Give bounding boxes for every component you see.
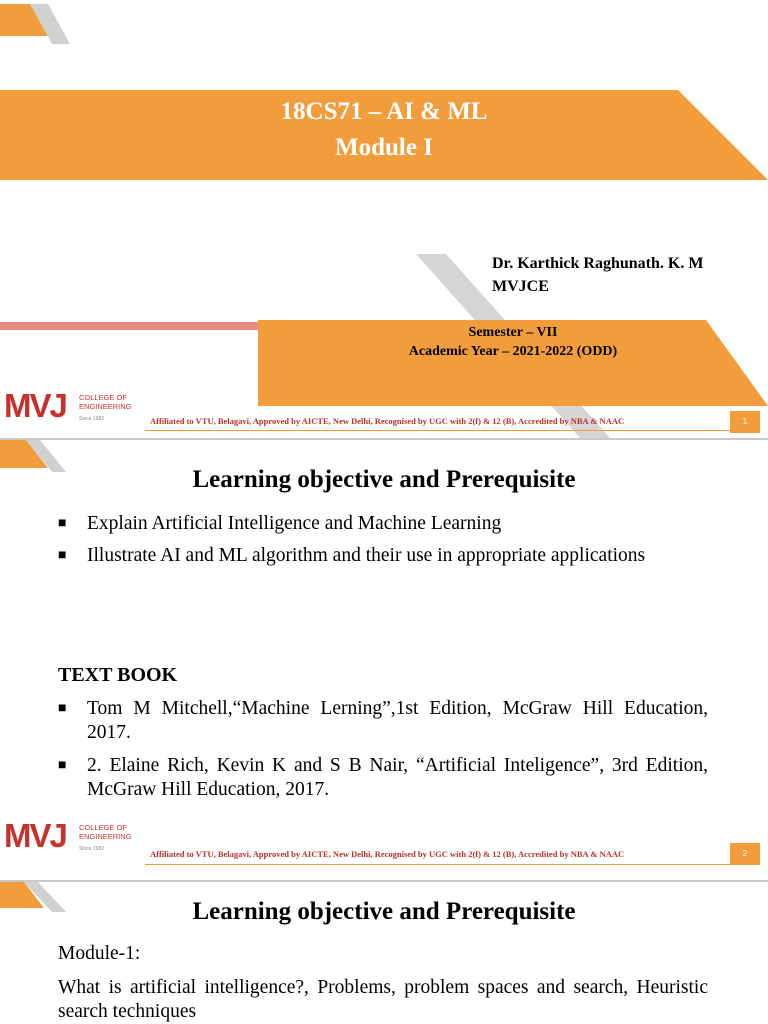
course-title: 18CS71 – AI & ML (280, 98, 488, 125)
objective-item: ■ Illustrate AI and ML algorithm and their use in appropriate applications (58, 545, 646, 566)
logo-mark: MVJ (4, 387, 66, 424)
college-logo (4, 816, 139, 858)
slide-heading: Learning objective and Prerequisite (192, 898, 576, 925)
logo-mark: MVJ (4, 817, 66, 854)
module-title: Module I (335, 134, 433, 161)
slide-3 (0, 882, 768, 1024)
affiliation-text: Affiliated to VTU, Belagavi, Approved by AICTE, New Delhi, Recognised by UGC with 2(f) & 12 (B), Accredited by NBA & NAAC (150, 416, 625, 426)
bullet-icon: ■ (58, 548, 67, 563)
college-logo (4, 386, 139, 428)
slide-1 (0, 0, 768, 438)
footer-line (145, 864, 730, 865)
academic-year: Academic Year – 2021-2022 (ODD) (408, 344, 618, 359)
logo-college-text: COLLEGE OF ENGINEERING (79, 823, 132, 841)
corner-decoration (0, 0, 80, 48)
slide-2 (0, 440, 768, 880)
footer-line (145, 430, 730, 431)
bullet-icon: ■ (58, 516, 67, 531)
textbook-heading: TEXT BOOK (58, 664, 178, 686)
affiliation-text: Affiliated to VTU, Belagavi, Approved by AICTE, New Delhi, Recognised by UGC with 2(f) & 12 (B), Accredited by NBA & NAAC (150, 849, 625, 859)
institute-name: MVJCE (492, 278, 549, 295)
semester-label: Semester – VII (468, 325, 558, 340)
module-label: Module-1: (58, 943, 141, 964)
textbook-item: ■ Tom M Mitchell,“Machine Lerning”,1st Edition, McGraw Hill Education, 2017. (58, 698, 708, 743)
logo-since: Since 1982 (79, 846, 105, 852)
textbook-item: ■ 2. Elaine Rich, Kevin K and S B Nair, “Artificial Inteligence”, 3rd Edition, McGraw Hill Education, 2017. (58, 755, 708, 800)
logo-college-text: COLLEGE OF ENGINEERING (79, 393, 132, 411)
objective-item: ■ Explain Artificial Intelligence and Machine Learning (58, 513, 502, 534)
module-content: What is artificial intelligence?, Problems, problem spaces and search, Heuristic search techniques (58, 977, 708, 1022)
bullet-icon: ■ (58, 758, 67, 773)
author-name: Dr. Karthick Raghunath. K. M (492, 255, 704, 272)
page-number: 2 (730, 843, 760, 865)
slide-heading: Learning objective and Prerequisite (192, 466, 576, 493)
page-number: 1 (730, 411, 760, 433)
bullet-icon: ■ (58, 701, 67, 716)
logo-since: Since 1982 (79, 416, 105, 422)
